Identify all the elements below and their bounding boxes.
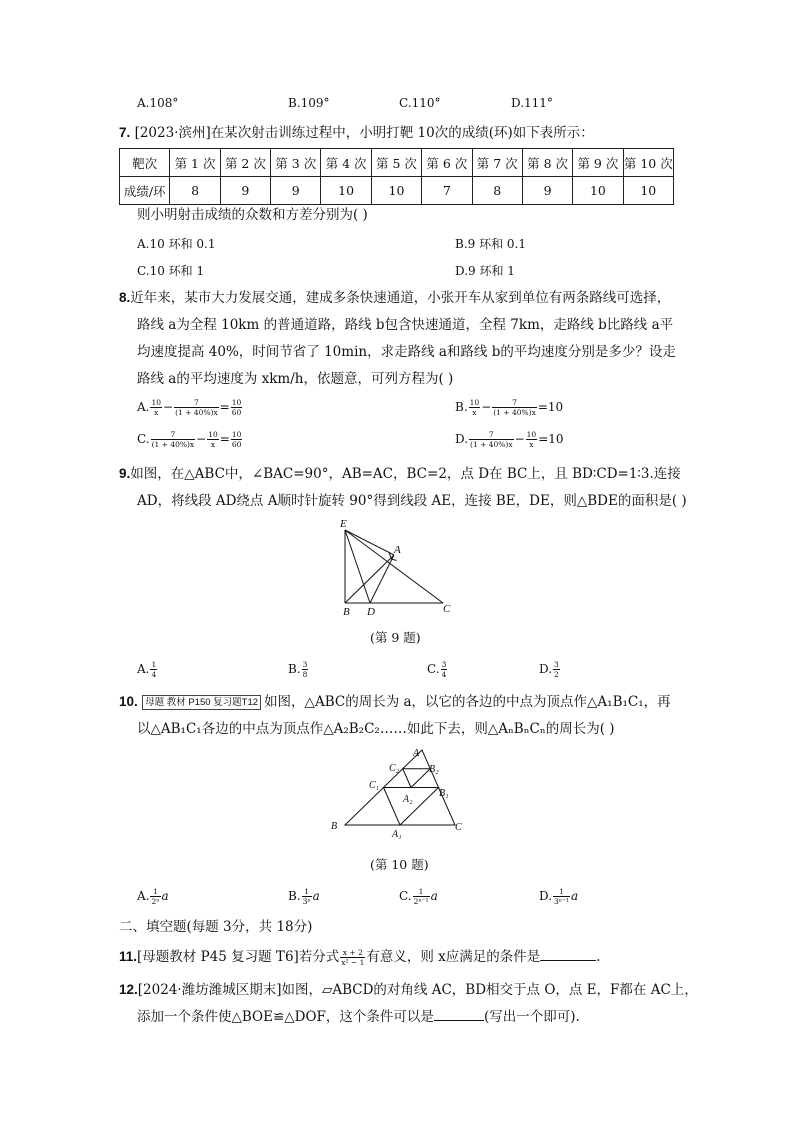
q8-number: 8.	[119, 290, 131, 305]
fraction-numerator: 10	[208, 430, 218, 439]
fraction	[174, 398, 219, 417]
q9-line-2: AD，将线段 AD绕点 A顺时针旋转 90°得到线段 AE，连接 BE，DE，则△BDE的面积是( )	[137, 493, 687, 509]
q10-option-a	[137, 887, 169, 906]
score-table-header-cell: 第 2 次	[220, 149, 270, 177]
fraction-numerator: 7	[174, 398, 219, 408]
option-letter: A.	[137, 400, 150, 414]
q9-option-c	[427, 660, 448, 679]
fraction-denominator: 4	[151, 670, 157, 679]
fraction-numerator: 7	[469, 430, 514, 440]
fraction-denominator: (1 + 40%)x	[470, 440, 513, 449]
q8-line-1	[119, 289, 670, 307]
fraction-denominator: 60	[231, 440, 242, 449]
option-letter: D.	[539, 889, 553, 903]
q9-option-a	[137, 660, 158, 679]
fraction	[150, 660, 157, 679]
fraction-denominator: x	[472, 408, 477, 417]
q9-text-1: 如图，在△ABC中，∠BAC=90°，AB=AC，BC=2，点 D在 BC上，且 BD∶CD=1∶3.连接	[130, 466, 681, 482]
point-label-e: E	[340, 518, 347, 530]
fraction	[231, 398, 243, 417]
q10-option-c	[399, 887, 438, 906]
score-table-cell: 9	[522, 177, 572, 205]
point-label-a: A	[413, 748, 420, 759]
q7-option-d: D.9 环和 1	[455, 264, 515, 278]
fraction-denominator: (1 + 40%)x	[175, 408, 218, 417]
answer-blank[interactable]	[540, 948, 596, 961]
fraction-denominator: 2	[554, 670, 559, 679]
fraction-denominator: x	[154, 408, 159, 417]
option-letter: B.	[288, 662, 301, 676]
q10-source-badge: 母题 教材 P150 复习题T12	[142, 695, 261, 710]
fraction-numerator: 3	[302, 660, 308, 669]
equals-sign: =	[219, 432, 230, 446]
score-table-row	[120, 177, 674, 205]
equals-ten: =10	[537, 400, 564, 414]
option-letter: D.	[539, 662, 553, 676]
fraction-denominator: 8	[302, 670, 308, 679]
minus-sign: −	[481, 400, 492, 414]
fraction-numerator: x + 2	[340, 948, 365, 958]
option-letter: A.	[137, 662, 150, 676]
q10-option-b	[288, 887, 320, 906]
q7-stem-text: [2023·滨州]在某次射击训练过程中，小明打靶 10次的成绩(环)如下表所示：	[134, 125, 594, 141]
score-table-header-cell: 第 1 次	[170, 149, 220, 177]
score-table-cell: 10	[573, 177, 623, 205]
fraction-numerator: 1	[302, 887, 312, 897]
fraction-numerator: 7	[492, 398, 537, 408]
fraction-numerator: 3	[441, 660, 447, 669]
fraction	[207, 430, 219, 449]
variable-a: a	[161, 889, 169, 903]
variable-a: a	[430, 889, 438, 903]
segment-ec	[345, 530, 443, 603]
score-table-header-cell: 第 10 次	[623, 149, 673, 177]
fraction	[302, 887, 312, 906]
equals-ten: =10	[538, 432, 564, 446]
fraction-numerator: 3	[554, 660, 559, 669]
score-table-cell: 10	[623, 177, 673, 205]
q8-line-4: 路线 a的平均速度为 xkm/h，依题意，可列方程为( )	[137, 371, 454, 387]
q9-option-b	[288, 660, 309, 679]
fraction-denominator: x	[529, 440, 534, 449]
fraction-numerator: 1	[150, 887, 160, 897]
point-label-a1: A₁	[392, 829, 402, 840]
q9-line-1	[119, 465, 681, 483]
period: .	[596, 949, 601, 965]
q8-line-3: 均速度提高 40%，时间节省了 10min，求走路线 a和路线 b的平均速度分别是多少？设走	[137, 344, 676, 360]
q8-option-a	[137, 398, 243, 417]
fraction	[302, 660, 309, 679]
score-table-header-cell: 第 4 次	[321, 149, 371, 177]
q6-option-a: A.108°	[137, 96, 179, 110]
fraction-numerator: 1	[553, 887, 570, 897]
fraction	[151, 430, 196, 449]
q9-figure	[330, 515, 460, 618]
fraction	[150, 398, 162, 417]
fraction	[492, 398, 537, 417]
fraction	[150, 887, 160, 906]
point-label-a2: A₂	[403, 794, 413, 805]
score-table-cell: 10	[371, 177, 421, 205]
minus-sign: −	[196, 432, 207, 446]
q7-option-b: B.9 环和 0.1	[455, 237, 526, 251]
q10-figure	[325, 745, 475, 845]
q10-option-d	[539, 887, 578, 906]
point-label-c: C	[443, 603, 451, 615]
q8-option-c	[137, 430, 243, 449]
minus-sign: −	[514, 432, 525, 446]
option-letter: B.	[455, 400, 468, 414]
variable-a: a	[312, 889, 320, 903]
section-heading-fill-blank: 二、填空题(每题 3分，共 18分)	[119, 919, 313, 935]
score-table	[119, 148, 674, 205]
score-table-header-cell: 第 9 次	[573, 149, 623, 177]
q7-number: 7.	[119, 125, 131, 140]
q9-option-d	[539, 660, 561, 679]
fraction	[469, 398, 481, 417]
q7-question: 则小明射击成绩的众数和方差分别为( )	[137, 207, 368, 223]
q12-text-2b: (写出一个即可).	[483, 1009, 580, 1025]
q12-number: 12.	[119, 982, 138, 997]
q8-text-1: 近年来，某市大力发展交通，建成多条快速通道，小张开车从家到单位有两条路线可选择，	[130, 290, 671, 306]
equals-sign: =	[219, 400, 230, 414]
option-letter: C.	[137, 432, 150, 446]
q7-stem	[119, 124, 594, 142]
option-letter: C.	[427, 662, 440, 676]
fraction-numerator: 1	[413, 887, 430, 897]
q10-caption: (第 10 题)	[370, 857, 429, 872]
q7-option-a: A.10 环和 0.1	[137, 237, 216, 251]
fraction-denominator: 3ⁿ⁻¹	[554, 897, 569, 906]
segment-ba	[345, 555, 394, 603]
fraction-denominator: 60	[231, 408, 242, 417]
score-table-cell: 8	[170, 177, 220, 205]
fraction	[441, 660, 448, 679]
point-label-b: B	[331, 821, 338, 832]
point-label-b2: B₂	[429, 764, 439, 775]
segment-da	[370, 555, 394, 603]
q12-line-1	[119, 981, 698, 999]
option-letter: C.	[399, 889, 412, 903]
fraction-numerator: 10	[526, 430, 537, 439]
point-label-b1: B₁	[439, 788, 449, 799]
fraction-numerator: 10	[231, 398, 242, 407]
q11-prefix: [母题教材 P45 复习题 T6]若分式	[137, 949, 340, 965]
option-letter: D.	[455, 432, 469, 446]
fraction	[231, 430, 243, 449]
variable-a: a	[571, 889, 579, 903]
q6-option-c: C.110°	[399, 96, 441, 110]
fraction	[553, 660, 560, 679]
q11-line	[119, 948, 601, 967]
fraction-numerator: 1	[151, 660, 157, 669]
score-table-header-row	[120, 149, 674, 177]
score-table-cell: 9	[271, 177, 321, 205]
point-label-b: B	[343, 606, 350, 618]
q7-option-c: C.10 环和 1	[137, 264, 205, 278]
fraction	[526, 430, 538, 449]
score-table-header-cell: 第 3 次	[271, 149, 321, 177]
score-table-cell: 7	[422, 177, 472, 205]
point-label-c2: C₂	[389, 763, 400, 774]
q8-line-2: 路线 a为全程 10km 的普通道路，路线 b包含快速通道，全程 7km，走路线 b比路线 a平	[137, 317, 674, 333]
fraction	[469, 430, 514, 449]
score-table-header-cell: 第 6 次	[422, 149, 472, 177]
q12-text-1: [2024·潍坊潍城区期末]如图，▱ABCD的对角线 AC，BD相交于点 O，点 E，F都在 AC上，	[137, 982, 698, 998]
option-letter: B.	[288, 889, 301, 903]
score-table-cell: 成绩/环	[120, 177, 170, 205]
minus-sign: −	[163, 400, 174, 414]
point-label-c1: C₁	[369, 780, 380, 791]
score-table-cell: 8	[472, 177, 522, 205]
fraction-denominator: x² − 1	[341, 958, 365, 967]
q6-option-d: D.111°	[511, 96, 553, 110]
q11-suffix: 有意义，则 x应满足的条件是	[366, 949, 541, 965]
q10-number: 10.	[119, 694, 138, 709]
score-table-cell: 9	[220, 177, 270, 205]
fraction-denominator: 3ⁿ	[302, 897, 311, 906]
fraction-numerator: 10	[231, 430, 242, 439]
fraction-denominator: (1 + 40%)x	[151, 440, 195, 449]
fraction-numerator: 7	[151, 430, 196, 440]
score-table-header-cell: 第 5 次	[371, 149, 421, 177]
fraction	[413, 887, 430, 906]
point-label-c: C	[455, 822, 462, 833]
q10-line-2: 以△AB₁C₁各边的中点为顶点作△A₂B₂C₂……如此下去，则△AₙBₙCₙ的周长为( )	[137, 721, 615, 737]
score-table-header-cell: 第 8 次	[522, 149, 572, 177]
q12-line-2	[137, 1008, 580, 1026]
q8-option-d	[455, 430, 564, 449]
option-letter: A.	[137, 889, 150, 903]
fraction	[340, 948, 365, 967]
q6-option-b: B.109°	[288, 96, 330, 110]
answer-blank[interactable]	[434, 1008, 484, 1021]
q9-caption: (第 9 题)	[370, 630, 421, 645]
fraction-denominator: 4	[441, 670, 447, 679]
fraction-denominator: x	[210, 440, 216, 449]
fraction-denominator: 2ⁿ⁻¹	[413, 897, 429, 906]
point-label-a: A	[394, 544, 401, 556]
q9-number: 9.	[119, 466, 131, 481]
score-table-header-cell: 靶次	[120, 149, 170, 177]
q11-number: 11.	[119, 949, 138, 964]
fraction	[553, 887, 570, 906]
score-table-cell: 10	[321, 177, 371, 205]
triangle-a2b2c2	[403, 769, 431, 788]
score-table-header-cell: 第 7 次	[472, 149, 522, 177]
point-label-d: D	[367, 606, 375, 618]
fraction-numerator: 10	[151, 398, 162, 407]
q10-text-1: 如图，△ABC的周长为 a，以它的各边的中点为顶点作△A₁B₁C₁，再	[264, 694, 671, 710]
q10-line-1	[119, 693, 671, 711]
fraction-denominator: 2ⁿ	[151, 897, 160, 906]
fraction-denominator: (1 + 40%)x	[493, 408, 536, 417]
q12-text-2a: 添加一个条件使△BOE≌△DOF，这个条件可以是	[137, 1009, 434, 1025]
q8-option-b	[455, 398, 563, 417]
fraction-numerator: 10	[469, 398, 480, 407]
